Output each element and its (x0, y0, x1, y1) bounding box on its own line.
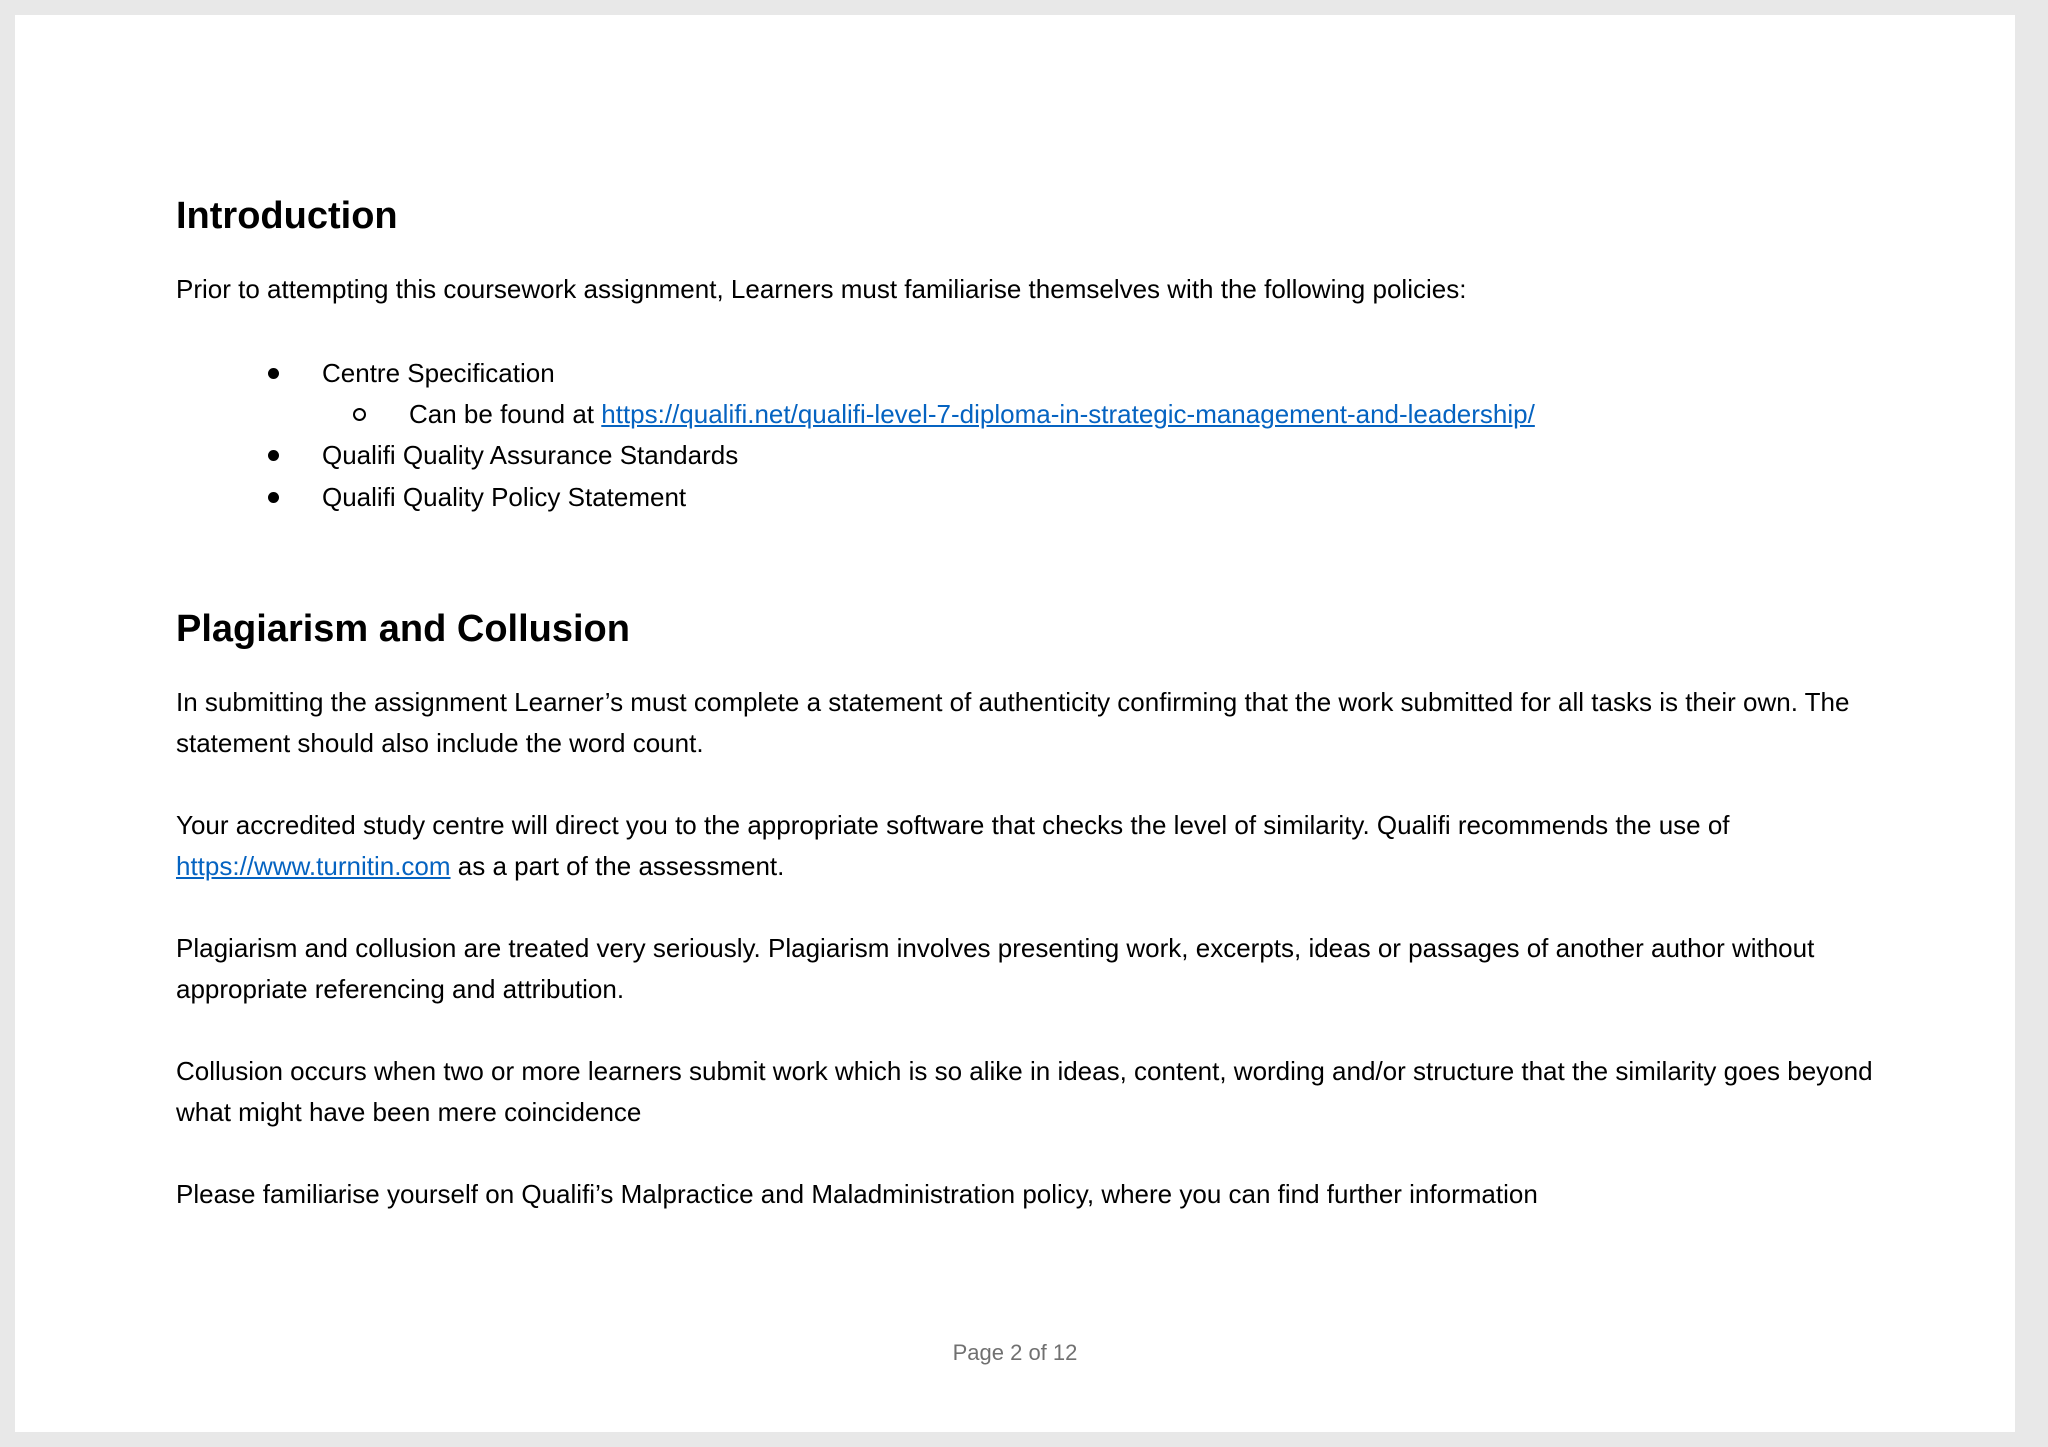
bullet-icon (268, 492, 279, 503)
introduction-lead: Prior to attempting this coursework assignment, Learners must familiarise themselves with the following policies: (176, 274, 1467, 304)
sub-bullet-prefix: Can be found at (409, 399, 602, 429)
qualifi-diploma-link[interactable]: https://qualifi.net/qualifi-level-7-diploma-in-strategic-management-and-leadership/ (601, 399, 1535, 429)
turnitin-link[interactable]: https://www.turnitin.com (176, 851, 451, 881)
paragraph-text: as a part of the assessment. (450, 851, 785, 881)
document-page (15, 15, 2015, 1432)
bullet-icon (268, 450, 279, 461)
bullet-icon (268, 368, 279, 379)
plagiarism-paragraph-2 (176, 805, 1896, 887)
plagiarism-paragraph-5: Please familiarise yourself on Qualifi’s Malpractice and Maladministration policy, where you can find further information (176, 1179, 1538, 1209)
bullet-text: Qualifi Quality Policy Statement (322, 482, 687, 512)
plagiarism-paragraph-1: In submitting the assignment Learner’s must complete a statement of authenticity confirming that the work submitted for all tasks is their own. The statement should also include the word count. (176, 687, 1850, 758)
circle-bullet-icon (353, 408, 366, 421)
plagiarism-paragraph-3: Plagiarism and collusion are treated very seriously. Plagiarism involves presenting work, excerpts, ideas or passages of another author without appropriate referencing and attribution. (176, 933, 1815, 1004)
plagiarism-heading: Plagiarism and Collusion (176, 608, 630, 650)
introduction-heading: Introduction (176, 195, 398, 237)
bullet-text: Centre Specification (322, 358, 555, 388)
sub-bullet-text (409, 394, 1535, 435)
bullet-text: Qualifi Quality Assurance Standards (322, 440, 739, 470)
page-number: Page 2 of 12 (952, 1340, 1078, 1365)
plagiarism-paragraph-4: Collusion occurs when two or more learners submit work which is so alike in ideas, content, wording and/or structure that the similarity goes beyond what might have been mere coincidence (176, 1056, 1873, 1127)
paragraph-text: Your accredited study centre will direct you to the appropriate software that checks the level of similarity. Qualifi recommends the use of (176, 810, 1730, 840)
